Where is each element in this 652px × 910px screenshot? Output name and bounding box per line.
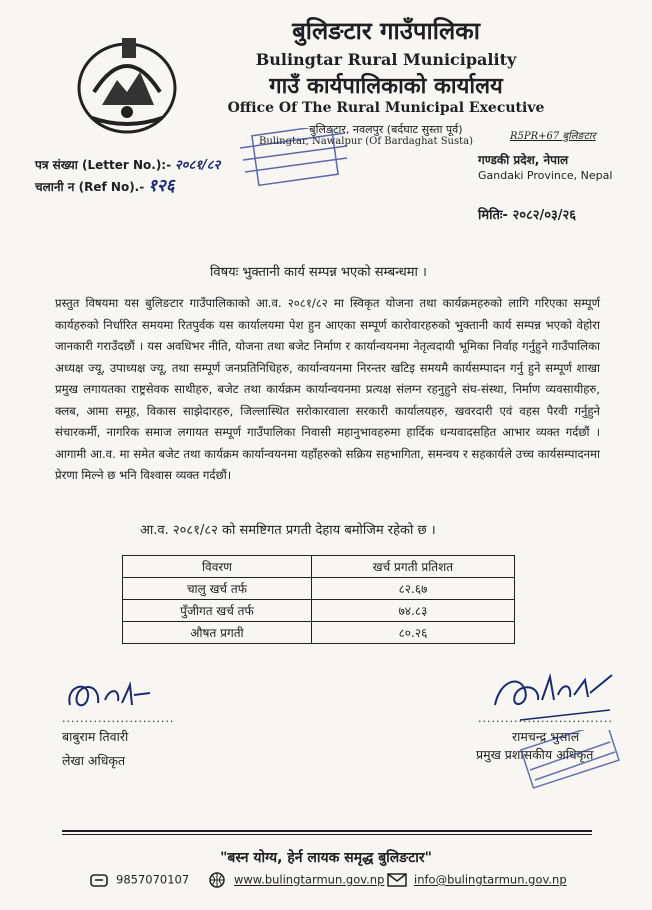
location-code: R5PR+67 बुलिङटार: [510, 131, 596, 142]
reference-number-label: चलानी न (Ref No).-: [35, 180, 145, 194]
left-signature-line: .........................: [62, 712, 175, 725]
left-signature: [60, 675, 160, 715]
website-link[interactable]: www.bulingtarmun.gov.np: [234, 872, 385, 887]
table-row: [123, 578, 515, 600]
expenditure-progress-table: [122, 555, 515, 644]
row-progress: ८०.२६: [311, 622, 514, 644]
footer-slogan: "बस्न योग्य, हेर्न लायक समृद्ध बुलिङटार": [220, 850, 432, 866]
progress-summary: आ.व. २०८१/८२ को समष्टिगत प्रगती देहाय बमोजिम रहेको छ ।: [140, 523, 436, 538]
footer-divider: [62, 830, 592, 832]
email-link[interactable]: info@bulingtarmun.gov.np: [414, 872, 567, 887]
table-row: [123, 600, 515, 622]
globe-icon: [206, 872, 228, 888]
left-signatory-designation: लेखा अधिकृत: [62, 753, 126, 768]
letter-number-value: २०८१/८२: [174, 158, 221, 173]
row-description: औषत प्रगती: [123, 622, 312, 644]
address-np: बुलिङटार, नवलपुर (बर्दघाट सुस्ता पूर्व): [309, 123, 463, 136]
province-np: गण्डकी प्रदेश, नेपाल: [478, 153, 569, 167]
municipality-name-np: बुलिङटार गाउँपालिका: [292, 17, 480, 45]
footer-email: [386, 872, 567, 888]
email-icon: [386, 872, 408, 888]
letter-body: प्रस्तुत विषयमा यस बुलिङटार गाउँपालिकाको आ.व. २०८१/८२ मा स्विकृत योजना तथा कार्यक्रमहरुको लागि गरिएका सम्पूर्ण कार्यहरुको निर्धारित समयमा रितपुर्वक यस कार्यालयमा पेश हुन आएका सम्पूर्ण कारोवारहरुको भुक्तानी कार्य सम्पन्न भएको वेहोरा जानकारी गराउँदछौं । यस अवधिभर नीति, योजना तथा बजेट निर्माण र कार्यान्वयनमा नेतृत्वदायी भूमिका निर्वाह गर्नुहुने गाउँपालिका अध्यक्ष ज्यू, उपाध्यक्ष ज्यू, तथा सम्पूर्ण जनप्रतिनिधिहरु, कार्यान्वयनमा निरन्तर खटिइ समयमै कार्यसम्पादन गर्नु हुने सम्पूर्ण शाखा प्रमुख लगायतका राष्ट्रसेवक साथीहरु, बजेट तथा कार्यक्रम कार्यान्वयनमा प्रत्यक्ष संलग्न रहनुहुने संघ-संस्था, निर्माण व्यवसायीहरु, क्लब, आमा समूह, विकास साझेदारहरु, जिल्लास्थित सरोकारवाला सरकारी कार्यालयहरु, खवरदारी एवं वहस पैरवी गर्नुहुने संचारकर्मी, नागरिक समाज लगायत सम्पूर्ण गाउँपालिका निवासी महानुभावहरुमा हार्दिक धन्यवादसहित आभार व्यक्त गर्दछौं । आगामी आ.व. मा समेत बजेट तथा कार्यक्रम कार्यान्वयनमा यहाँहरुको सक्रिय सहभागिता, समन्वय र सहकार्यले उच्च कार्यसम्पादनमा प्रेरणा मिल्ने छ भनि विश्वास व्यक्त गर्दछौं।: [55, 296, 600, 482]
column-header-progress: खर्च प्रगती प्रतिशत: [311, 556, 514, 578]
row-description: चालु खर्च तर्फ: [123, 578, 312, 600]
row-description: पुँजीगत खर्च तर्फ: [123, 600, 312, 622]
reference-number: [35, 173, 175, 196]
right-signatory-name: रामचन्द्र भुसाल: [512, 729, 580, 744]
letter-number: [35, 155, 220, 173]
subject-line: विषयः भुक्तानी कार्य सम्पन्न भएको सम्बन्धमा ।: [210, 265, 427, 280]
table-header-row: [123, 556, 515, 578]
office-name-np: गाउँ कार्यपालिकाको कार्यालय: [269, 74, 503, 99]
municipality-name-en: Bulingtar Rural Municipality: [255, 50, 517, 69]
province-en: Gandaki Province, Nepal: [478, 169, 613, 182]
table-row: [123, 622, 515, 644]
dispatch-stamp: [235, 128, 355, 188]
footer-divider-thin: [62, 834, 592, 835]
phone-icon: [88, 872, 110, 888]
right-signature-line: ..............................: [478, 712, 613, 725]
footer-website: [206, 872, 384, 888]
official-seal: [510, 730, 630, 790]
reference-number-value: १२६: [148, 176, 175, 196]
footer-phone: [88, 872, 189, 888]
right-signatory-designation: प्रमुख प्रशासकीय अधिकृत: [476, 747, 594, 762]
office-name-en: Office Of The Rural Municipal Executive: [227, 100, 545, 116]
column-header-description: विवरण: [123, 556, 312, 578]
address-en: Bulingtar, Nawalpur (Of Bardaghat Susta): [258, 136, 474, 147]
letter-number-label: पत्र संख्या (Letter No.):-: [35, 158, 172, 172]
row-progress: ८२.६७: [311, 578, 514, 600]
row-progress: ७४.८३: [311, 600, 514, 622]
left-signatory-name: बाबुराम तिवारी: [62, 729, 129, 744]
letter-date: मितिः- २०८२/०३/२६: [478, 208, 577, 223]
phone-number[interactable]: 9857070107: [116, 872, 190, 887]
